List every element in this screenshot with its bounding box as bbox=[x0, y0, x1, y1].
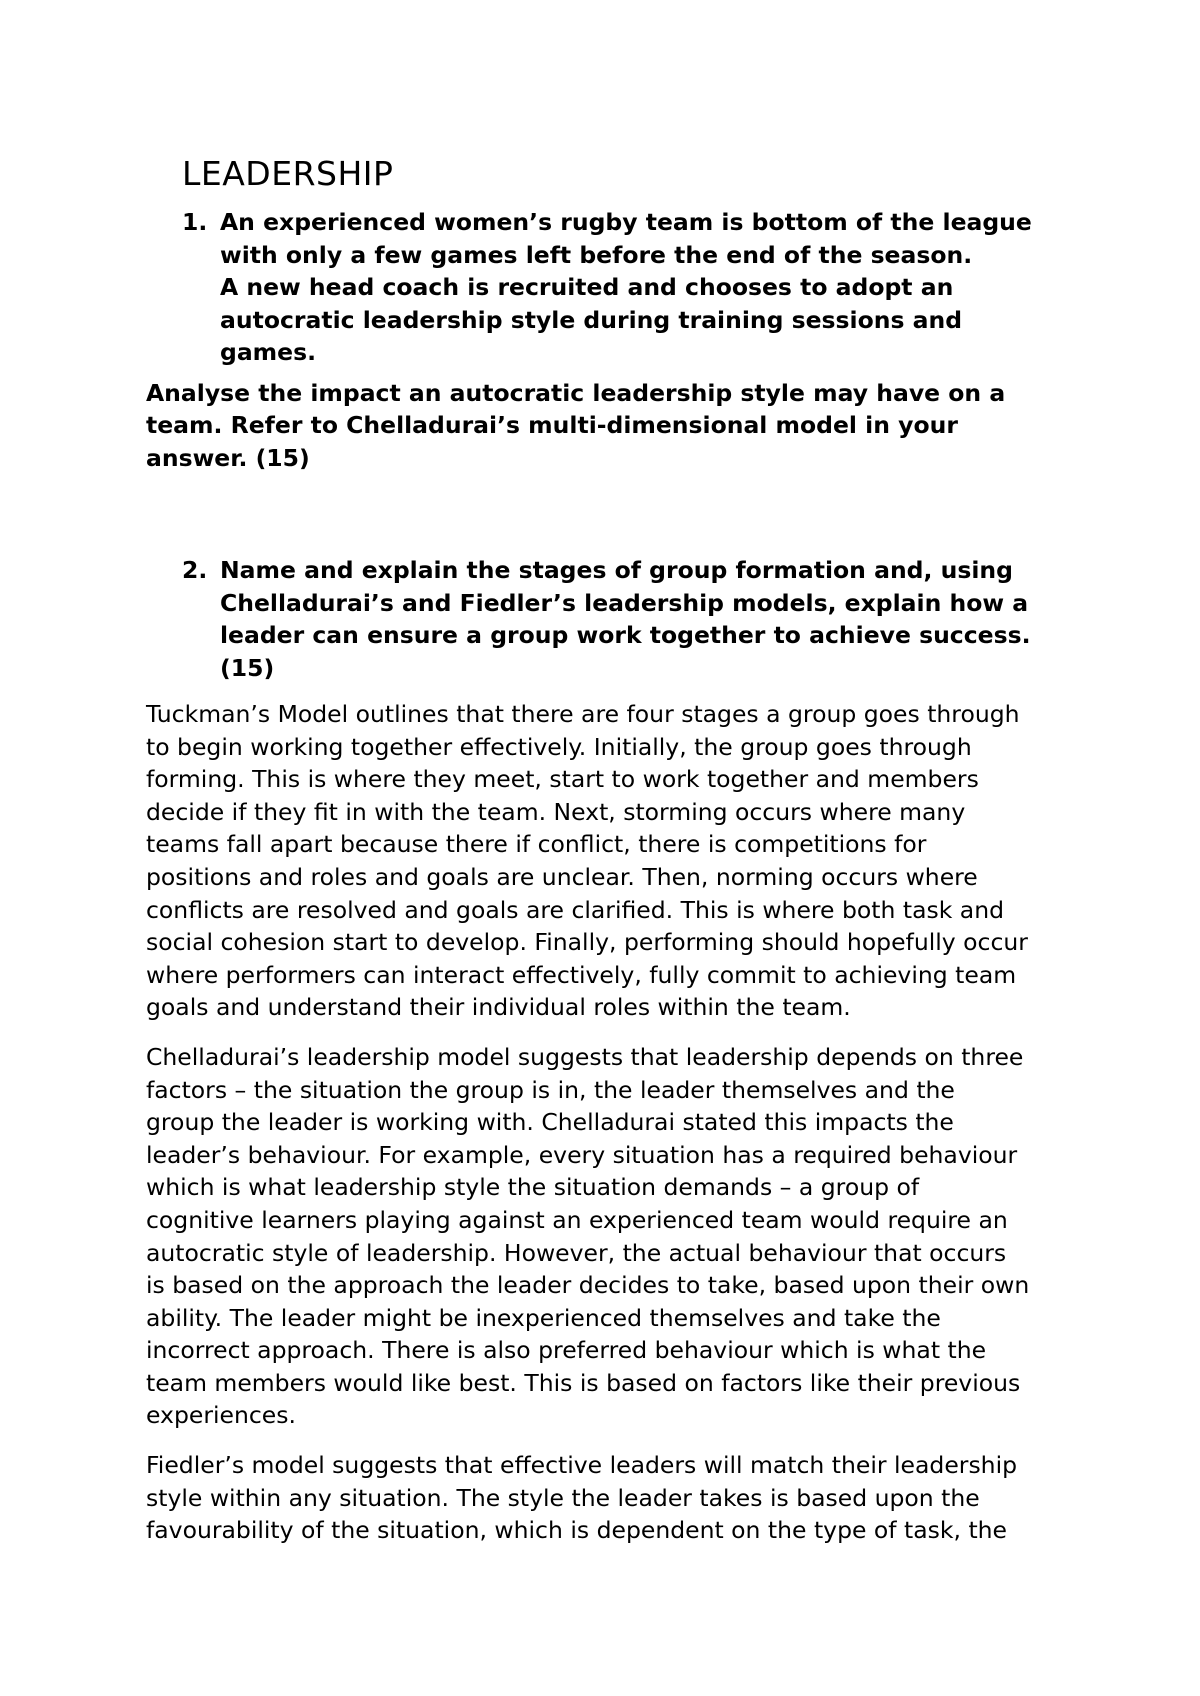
paragraph-line: favourability of the situation, which is dependent on the type of task, the bbox=[146, 1516, 1008, 1545]
question-2-number: 2. bbox=[182, 556, 208, 584]
paragraph-fiedler bbox=[146, 1449, 1076, 1547]
paragraph-line: team members would like best. This is based on factors like their previous bbox=[146, 1368, 1021, 1397]
paragraph-line: autocratic style of leadership. However, the actual behaviour that occurs bbox=[146, 1238, 1007, 1267]
question-1-line: games. bbox=[220, 338, 317, 366]
paragraph-line: forming. This is where they meet, start to work together and members bbox=[146, 765, 979, 794]
question-1-line: with only a few games left before the end of the season. bbox=[220, 240, 973, 269]
paragraph-line: group the leader is working with. Chelladurai stated this impacts the bbox=[146, 1108, 954, 1137]
paragraph-line: teams fall apart because there if conflict, there is competitions for bbox=[146, 830, 927, 859]
question-1-number: 1. bbox=[182, 208, 208, 236]
paragraph-line: Tuckman’s Model outlines that there are four stages a group goes through bbox=[146, 700, 1020, 728]
paragraph-line: which is what leadership style the situation demands – a group of bbox=[146, 1173, 920, 1202]
question-1-line: autocratic leadership style during training sessions and bbox=[220, 305, 963, 334]
question-2-line: Name and explain the stages of group formation and, using bbox=[220, 556, 1013, 584]
paragraph-line: positions and roles and goals are unclear. Then, norming occurs where bbox=[146, 862, 978, 891]
question-1-task-line: team. Refer to Chelladurai’s multi-dimensional model in your bbox=[146, 411, 958, 439]
paragraph-line: style within any situation. The style the leader takes is based upon the bbox=[146, 1483, 980, 1512]
paragraph-line: factors – the situation the group is in, the leader themselves and the bbox=[146, 1075, 955, 1104]
paragraph-line: to begin working together effectively. Initially, the group goes through bbox=[146, 732, 972, 761]
paragraph-line: experiences. bbox=[146, 1401, 296, 1430]
paragraph-line: Chelladurai’s leadership model suggests that leadership depends on three bbox=[146, 1042, 1024, 1071]
paragraph-line: is based on the approach the leader decides to take, based upon their own bbox=[146, 1271, 1030, 1300]
paragraph-line: Fiedler’s model suggests that effective leaders will match their leadership bbox=[146, 1451, 1018, 1480]
question-1-task-line: answer. (15) bbox=[146, 443, 310, 472]
paragraph-line: conflicts are resolved and goals are clarified. This is where both task and bbox=[146, 895, 1005, 924]
paragraph-tuckman bbox=[146, 698, 1076, 1024]
document-page bbox=[146, 140, 1076, 1547]
question-1 bbox=[146, 206, 1076, 369]
paragraph-line: goals and understand their individual roles within the team. bbox=[146, 993, 851, 1022]
paragraph-line: decide if they fit in with the team. Next, storming occurs where many bbox=[146, 797, 966, 826]
document-title: LEADERSHIP bbox=[182, 154, 394, 193]
question-list-1 bbox=[146, 206, 1076, 369]
paragraph-line: where performers can interact effectively, fully commit to achieving team bbox=[146, 960, 1017, 989]
question-2-line: Chelladurai’s and Fiedler’s leadership models, explain how a bbox=[220, 588, 1029, 617]
paragraph-line: social cohesion start to develop. Finally, performing should hopefully occur bbox=[146, 928, 1028, 957]
paragraph-line: leader’s behaviour. For example, every situation has a required behaviour bbox=[146, 1140, 1018, 1169]
question-1-line: A new head coach is recruited and chooses to adopt an bbox=[220, 273, 954, 301]
question-1-task-line: Analyse the impact an autocratic leadership style may have on a bbox=[146, 378, 1006, 407]
question-list-2 bbox=[146, 554, 1076, 684]
question-1-task bbox=[146, 377, 1076, 475]
question-2-line: (15) bbox=[220, 653, 275, 682]
paragraph-chelladurai bbox=[146, 1041, 1076, 1432]
question-1-line: An experienced women’s rugby team is bottom of the league bbox=[220, 208, 1032, 236]
paragraph-line: cognitive learners playing against an experienced team would require an bbox=[146, 1205, 1008, 1234]
paragraph-line: ability. The leader might be inexperienced themselves and take the bbox=[146, 1303, 941, 1332]
paragraph-line: incorrect approach. There is also preferred behaviour which is what the bbox=[146, 1336, 987, 1365]
question-2 bbox=[146, 554, 1076, 684]
question-2-line: leader can ensure a group work together to achieve success. bbox=[220, 621, 1031, 649]
